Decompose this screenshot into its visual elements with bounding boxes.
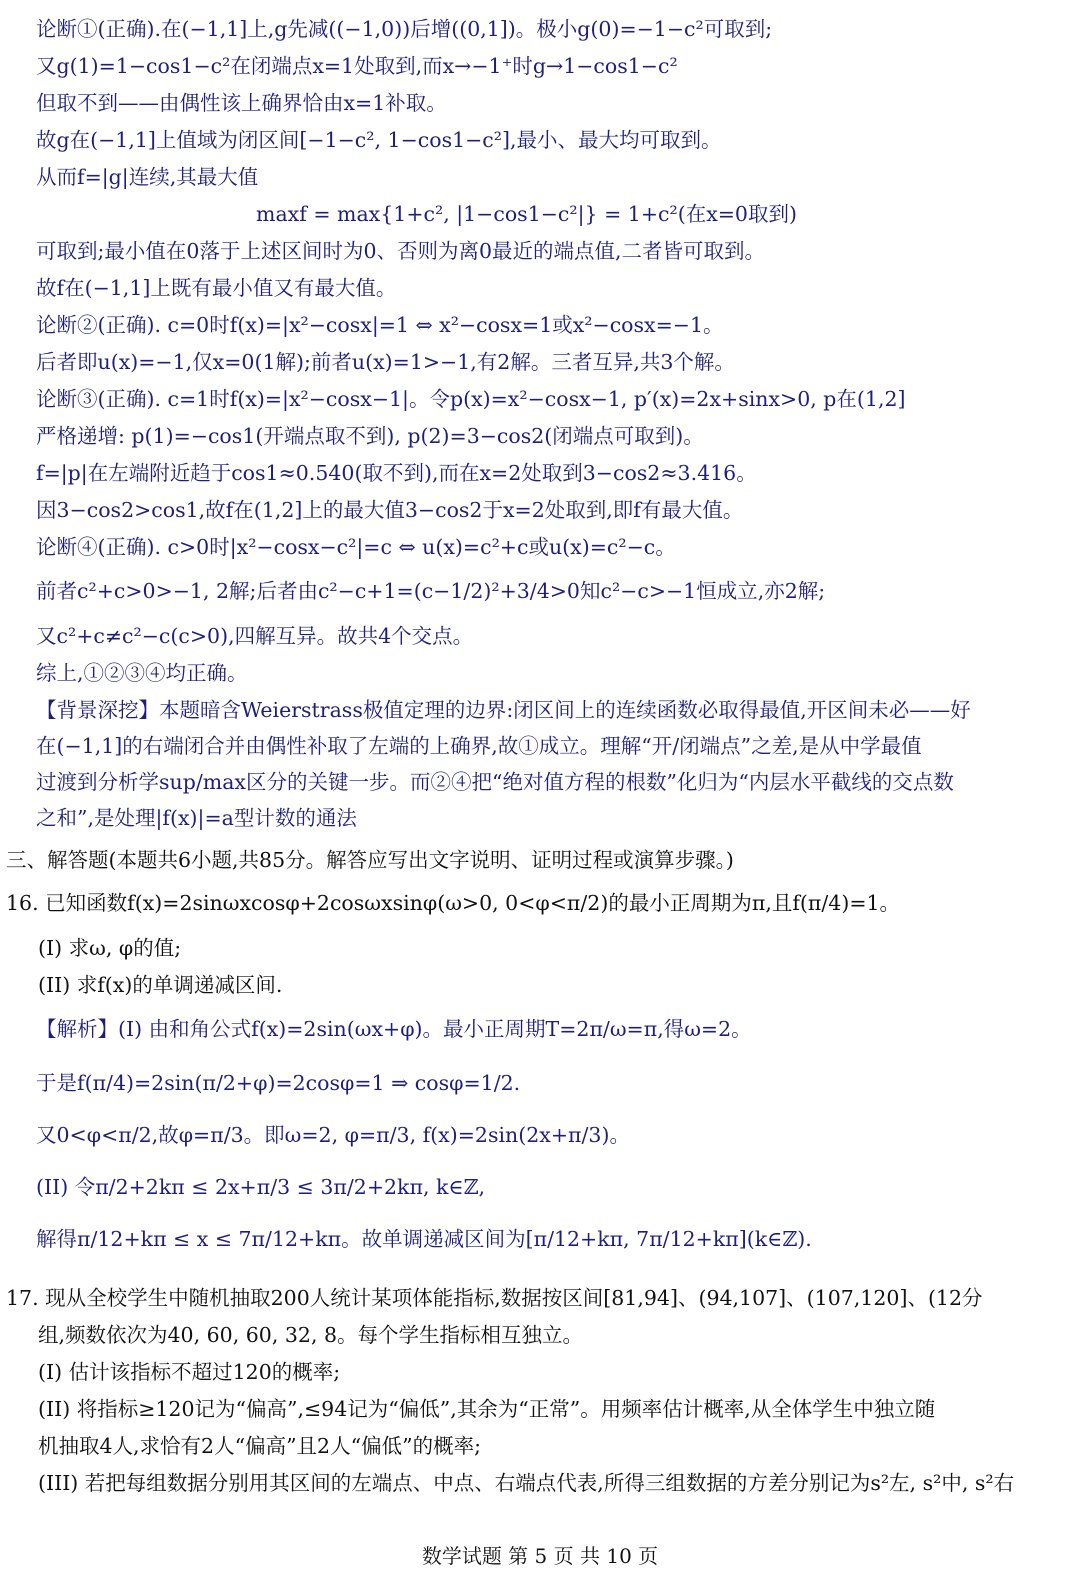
question-17-stem: 17. 现从全校学生中随机抽取200人统计某项体能指标,数据按区间[81,94]、(94,107]、(107,120]、(12分 bbox=[6, 1286, 983, 1310]
solution-line: 又0<φ<π/2,故φ=π/3。即ω=2, φ=π/3, f(x)=2sin(2x+π/3)。 bbox=[36, 1123, 630, 1147]
background-note-line: 之和”,是处理|f(x)|=a型计数的通法 bbox=[36, 806, 357, 830]
text-line: 论断④(正确). c>0时|x²−cosx−c²|=c ⇔ u(x)=c²+c或u(x)=c²−c。 bbox=[36, 535, 676, 559]
text-line: 严格递增: p(1)=−cos1(开端点取不到), p(2)=3−cos2(闭端点可取到)。 bbox=[36, 424, 704, 448]
background-note-line: 过渡到分析学sup/max区分的关键一步。而②④把“绝对值方程的根数”化归为“内层水平截线的交点数 bbox=[36, 770, 954, 794]
text-line: 论断①(正确).在(−1,1]上,g先减((−1,0))后增((0,1])。极小g(0)=−1−c²可取到; bbox=[36, 17, 773, 41]
question-17-part-1: (I) 估计该指标不超过120的概率; bbox=[38, 1360, 341, 1384]
background-note-line: 【背景深挖】本题暗含Weierstrass极值定理的边界:闭区间上的连续函数必取得最值,开区间未必——好 bbox=[36, 698, 971, 722]
text-line: 前者c²+c>0>−1, 2解;后者由c²−c+1=(c−1/2)²+3/4>0知c²−c>−1恒成立,亦2解; bbox=[36, 579, 826, 603]
section-heading: 三、解答题(本题共6小题,共85分。解答应写出文字说明、证明过程或演算步骤。) bbox=[6, 848, 734, 872]
math-display-line: maxf = max{1+c², |1−cos1−c²|} = 1+c²(在x=0取到) bbox=[256, 202, 797, 226]
solution-line: 【解析】(I) 由和角公式f(x)=2sin(ωx+φ)。最小正周期T=2π/ω=π,得ω=2。 bbox=[36, 1017, 752, 1041]
solution-line: (II) 令π/2+2kπ ≤ 2x+π/3 ≤ 3π/2+2kπ, k∈ℤ, bbox=[36, 1175, 486, 1199]
background-note-line: 在(−1,1]的右端闭合并由偶性补取了左端的上确界,故①成立。理解“开/闭端点”之差,是从中学最值 bbox=[36, 734, 922, 758]
text-line: 综上,①②③④均正确。 bbox=[36, 661, 248, 685]
question-17-part-3: (III) 若把每组数据分别用其区间的左端点、中点、右端点代表,所得三组数据的方差分别记为s²左, s²中, s²右 bbox=[38, 1471, 1015, 1495]
question-17-part-2-continued: 机抽取4人,求恰有2人“偏高”且2人“偏低”的概率; bbox=[38, 1434, 481, 1458]
text-line: 可取到;最小值在0落于上述区间时为0、否则为离0最近的端点值,二者皆可取到。 bbox=[36, 239, 766, 263]
text-line: 又g(1)=1−cos1−c²在闭端点x=1处取到,而x→−1⁺时g→1−cos1−c² bbox=[36, 54, 678, 78]
solution-line: 于是f(π/4)=2sin(π/2+φ)=2cosφ=1 ⇒ cosφ=1/2. bbox=[36, 1071, 521, 1095]
question-16-stem: 16. 已知函数f(x)=2sinωxcosφ+2cosωxsinφ(ω>0, 0<φ<π/2)的最小正周期为π,且f(π/4)=1。 bbox=[6, 891, 901, 915]
text-line: 从而f=|g|连续,其最大值 bbox=[36, 165, 259, 189]
text-line: 故g在(−1,1]上值域为闭区间[−1−c², 1−cos1−c²],最小、最大均可取到。 bbox=[36, 128, 722, 152]
question-16-part-1: (I) 求ω, φ的值; bbox=[38, 936, 182, 960]
text-line: 论断②(正确). c=0时f(x)=|x²−cosx|=1 ⇔ x²−cosx=1或x²−cosx=−1。 bbox=[36, 313, 724, 337]
question-17-stem-continued: 组,频数依次为40, 60, 60, 32, 8。每个学生指标相互独立。 bbox=[38, 1323, 584, 1347]
question-17-part-2: (II) 将指标≥120记为“偏高”,≤94记为“偏低”,其余为“正常”。用频率估计概率,从全体学生中独立随 bbox=[38, 1397, 936, 1421]
text-line: 后者即u(x)=−1,仅x=0(1解);前者u(x)=1>−1,有2解。三者互异,共3个解。 bbox=[36, 350, 735, 374]
text-line: 因3−cos2>cos1,故f在(1,2]上的最大值3−cos2于x=2处取到,即f有最大值。 bbox=[36, 498, 744, 522]
text-line: f=|p|在左端附近趋于cos1≈0.540(取不到),而在x=2处取到3−cos2≈3.416。 bbox=[36, 461, 757, 485]
page-footer: 数学试题 第 5 页 共 10 页 bbox=[421, 1544, 659, 1568]
text-line: 但取不到——由偶性该上确界恰由x=1补取。 bbox=[36, 91, 447, 115]
solution-line: 解得π/12+kπ ≤ x ≤ 7π/12+kπ。故单调递减区间为[π/12+kπ, 7π/12+kπ](k∈ℤ). bbox=[36, 1227, 812, 1251]
text-line: 故f在(−1,1]上既有最小值又有最大值。 bbox=[36, 276, 397, 300]
text-line: 又c²+c≠c²−c(c>0),四解互异。故共4个交点。 bbox=[36, 624, 474, 648]
text-line: 论断③(正确). c=1时f(x)=|x²−cosx−1|。令p(x)=x²−cosx−1, p′(x)=2x+sinx>0, p在(1,2] bbox=[36, 387, 906, 411]
question-16-part-2: (II) 求f(x)的单调递减区间. bbox=[38, 973, 283, 997]
